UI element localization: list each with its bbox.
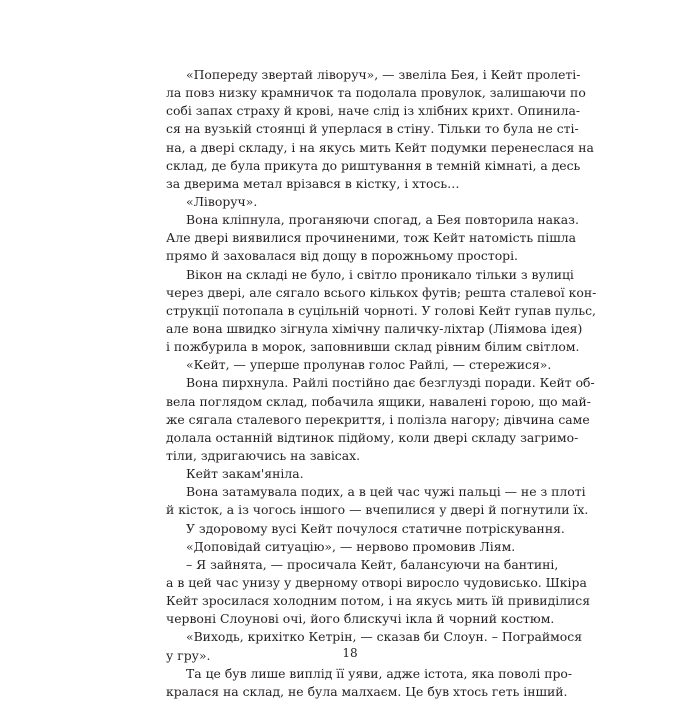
page-number: 18 (342, 646, 358, 660)
text-line: і пожбурила в морок, заповнивши склад рівним білим світлом. (166, 339, 580, 355)
text-line: Кейт закам'яніла. (186, 466, 304, 482)
text-line: – Я зайнята, — просичала Кейт, балансуючи на бантині, (186, 556, 559, 572)
text-line: У здоровому вусі Кейт почулося статичне потріскування. (186, 520, 565, 536)
text-line: Але двері виявилися прочиненими, тож Кейт натомість пішла (166, 230, 577, 246)
text-line: собі запах страху й крові, наче слід із хлібних крихт. Опинила- (166, 103, 581, 119)
text-line: прямо й заховалася від дощу в порожньому просторі. (166, 248, 518, 264)
text-line: Вона кліпнула, проганяючи спогад, а Бея повторила наказ. (186, 212, 579, 228)
text-line: через двері, але сягало всього кількох футів; решта сталевої кон- (166, 284, 597, 300)
text-line: а в цей час унизу у дверному отворі виросло чудовисько. Шкіра (166, 574, 587, 590)
text-line: й кісток, а із чогось іншого — вчепилися у двері й погнутили їх. (166, 502, 589, 518)
text-line: ла повз низку крамничок та подолала провулок, залишаючи по (166, 85, 586, 101)
text-line: «Ліворуч». (186, 193, 258, 209)
text-line: Та це був лише виплід її уяви, адже істота, яка поволі про- (186, 665, 573, 681)
text-line: тіли, здригаючись на завісах. (166, 447, 361, 463)
text-line: Вона пирхнула. Райлі постійно дає безглузді поради. Кейт об- (186, 375, 595, 391)
text-line: «Доповідай ситуацію», — нервово промовив Ліям. (186, 538, 516, 554)
text-line: склад, де була прикута до риштування в темній кімнаті, а десь (166, 157, 581, 173)
text-line: «Кейт, — уперше пролунав голос Райлі, — стережися». (186, 357, 552, 373)
text-line: кралася на склад, не була малхаєм. Це був хтось геть інший. (166, 683, 568, 699)
text-line: Кейт зросилася холодним потом, і на якусь мить їй привиділися (166, 593, 591, 609)
body-text (166, 66, 597, 701)
text-line: червоні Слоунові очі, його блискучі ікла й чорний костюм. (166, 611, 555, 627)
text-line: же сягала сталевого перекриття, і полізла нагору; дівчина саме (166, 411, 590, 427)
text-line: долала останній відтинок підйому, коли двері складу загримо- (166, 429, 579, 445)
text-line: на, а двері складу, і на якусь мить Кейт подумки перенеслася на (166, 139, 594, 155)
text-line: «Виходь, крихітко Кетрін, — сказав би Слоун. – Пограймося (186, 629, 583, 645)
text-line: Вікон на складі не було, і світло проникало тільки з вулиці (186, 266, 574, 282)
text-line: за дверима метал врізався в кістку, і хтось… (166, 175, 460, 191)
text-line: у гру». (166, 647, 211, 663)
text-line: струкції потопала в суцільній чорноті. У голові Кейт гупав пульс, (166, 302, 596, 318)
text-line: Вона затамувала подих, а в цей час чужі пальці — не з плоті (186, 484, 586, 500)
text-line: але вона швидко зігнула хімічну паличку-ліхтар (Ліямова ідея) (166, 320, 583, 336)
text-line: ся на вузькій стоянці й уперлася в стіну. Тільки то була не сті- (166, 121, 579, 137)
text-line: вела поглядом склад, побачила ящики, навалені горою, що май- (166, 393, 591, 409)
text-line: «Попереду звертай ліворуч», — звеліла Бея, і Кейт пролеті- (186, 67, 581, 82)
